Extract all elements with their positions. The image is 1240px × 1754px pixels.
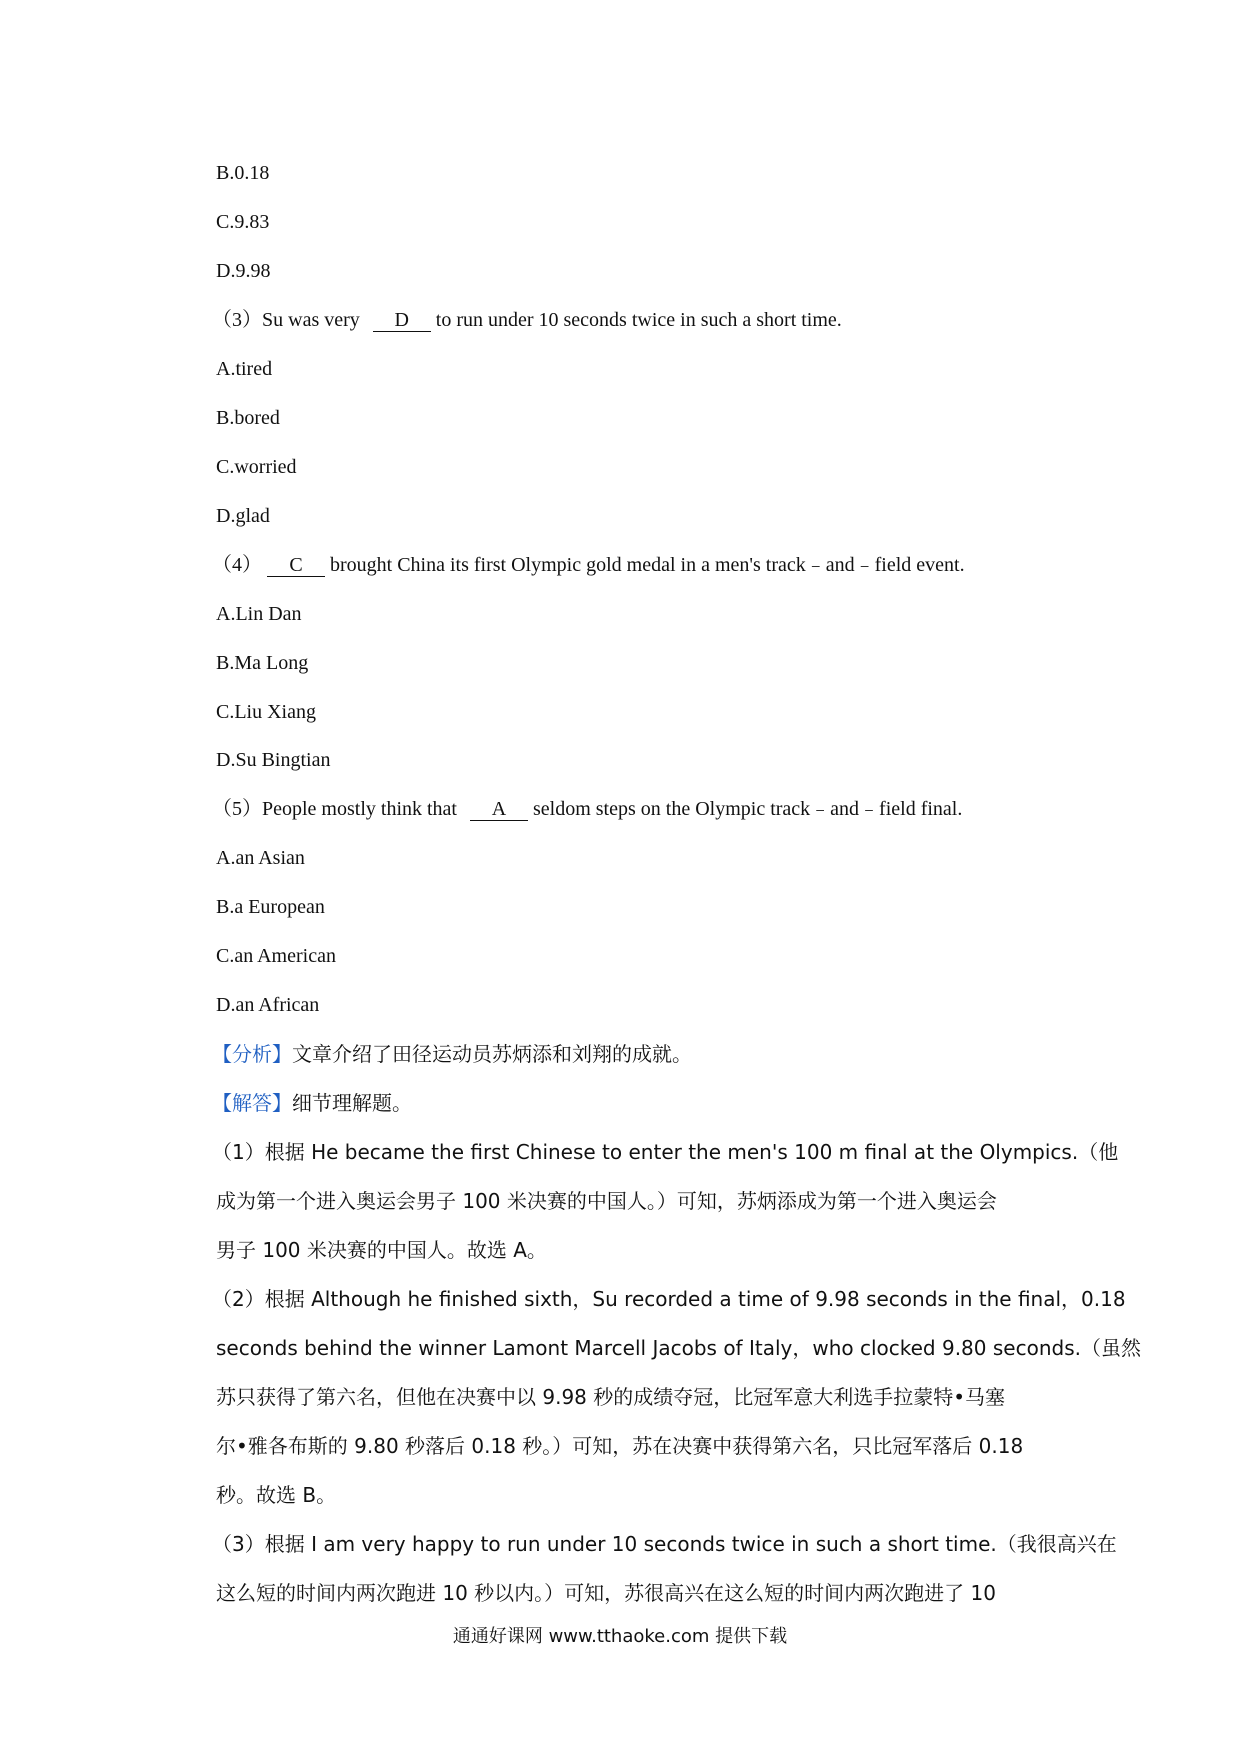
q5-option-d: D.an African (216, 994, 320, 1016)
explanation-line: 男子 100 米决赛的中国人。故选 A。 (216, 1238, 547, 1262)
analysis-tag: 【分析】 (212, 1042, 292, 1066)
analysis-line (212, 1041, 692, 1067)
q5-option-b: B.a European (216, 896, 325, 918)
q5-option-c: C.an American (216, 945, 336, 967)
q5-question (212, 796, 962, 822)
q5-suffix: seldom steps on the Olympic track﹣and﹣field final. (533, 798, 963, 820)
q5-answer-blank: A (470, 798, 528, 821)
explanation-line: 尔•雅各布斯的 9.80 秒落后 0.18 秒。）可知，苏在决赛中获得第六名，只比冠军落后 0.18 (216, 1434, 1024, 1458)
q4-option-d: D.Su Bingtian (216, 749, 331, 771)
q5-prefix: （5）People mostly think that (212, 798, 462, 820)
q3-question (212, 307, 842, 333)
q2-option-c: C.9.83 (216, 211, 270, 233)
q3-answer-blank: D (373, 309, 431, 332)
q2-option-b: B.0.18 (216, 162, 270, 184)
solution-text: 细节理解题。 (292, 1091, 412, 1115)
explanation-line: （1）根据 He became the first Chinese to enter the men's 100 m final at the Olympics.（他 (212, 1140, 1119, 1164)
q4-option-a: A.Lin Dan (216, 603, 302, 625)
solution-tag: 【解答】 (212, 1091, 292, 1115)
explanation-line: seconds behind the winner Lamont Marcell Jacobs of Italy，who clocked 9.80 seconds.（虽然 (216, 1336, 1141, 1360)
q4-suffix: brought China its first Olympic gold medal in a men's track﹣and﹣field event. (330, 554, 965, 576)
explanation-line: 苏只获得了第六名，但他在决赛中以 9.98 秒的成绩夺冠，比冠军意大利选手拉蒙特•马塞 (216, 1385, 1006, 1409)
explanation-line: （2）根据 Although he finished sixth，Su recorded a time of 9.98 seconds in the final，0.18 (212, 1287, 1126, 1311)
explanation-line: 成为第一个进入奥运会男子 100 米决赛的中国人。）可知，苏炳添成为第一个进入奥运会 (216, 1189, 997, 1213)
q2-option-d: D.9.98 (216, 260, 271, 282)
q3-option-a: A.tired (216, 358, 273, 380)
q3-suffix: to run under 10 seconds twice in such a short time. (435, 309, 842, 331)
q3-option-d: D.glad (216, 505, 270, 527)
q4-answer-blank: C (267, 554, 325, 577)
q4-prefix: （4） (212, 554, 262, 576)
explanation-line: 这么短的时间内两次跑进 10 秒以内。）可知，苏很高兴在这么短的时间内两次跑进了 10 (216, 1581, 996, 1605)
q4-option-c: C.Liu Xiang (216, 701, 316, 723)
q3-prefix: （3）Su was very (212, 309, 365, 331)
analysis-text: 文章介绍了田径运动员苏炳添和刘翔的成就。 (292, 1042, 692, 1066)
explanation-line: （3）根据 I am very happy to run under 10 seconds twice in such a short time.（我很高兴在 (212, 1532, 1117, 1556)
solution-line (212, 1090, 412, 1116)
explanation-line: 秒。故选 B。 (216, 1483, 337, 1507)
q4-question (212, 552, 965, 578)
q3-option-b: B.bored (216, 407, 280, 429)
page-footer: 通通好课网 www.tthaoke.com 提供下载 (452, 1626, 788, 1647)
q5-option-a: A.an Asian (216, 847, 305, 869)
q4-option-b: B.Ma Long (216, 652, 309, 674)
q3-option-c: C.worried (216, 456, 297, 478)
